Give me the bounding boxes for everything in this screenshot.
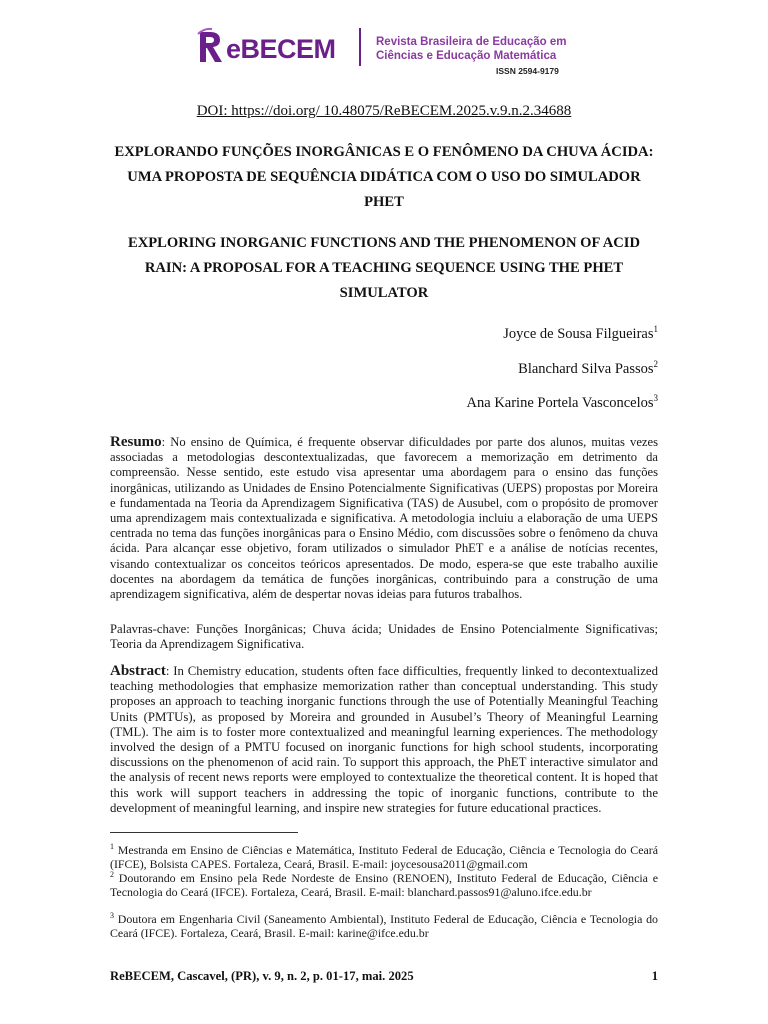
header-divider bbox=[359, 28, 361, 66]
keywords-label: Palavras-chave bbox=[110, 622, 187, 636]
abstract-text: : In Chemistry education, students often face difficulties, frequently linked to decontextualized teaching methodologies that emphasize memorization rather than conceptual understanding. This study proposes an approach to teaching inorganic functions through the use of Potentially Meaningful Teaching Units (PMTUs), as proposed by Moreira and grounded in Ausubel’s Theory of Meaningful Learning (TML). The aim is to foster more contextualized and meaningful learning experiences. The methodology involved the design of a PMTU focused on inorganic functions for high school students, incorporating discussions on the phenomenon of acid rain. To support this approach, the PhET interactive simulator and the analysis of recent news reports were employed to contextualize the theoretical content. It is hoped that this work will support teachers in addressing the topic of inorganic functions, contribute to the development of meaningful learning, and inspire new strategies for future educational practices. bbox=[110, 664, 658, 815]
issn: ISSN 2594-9179 bbox=[496, 66, 559, 76]
journal-name: Revista Brasileira de Educação em Ciências e Educação Matemática bbox=[376, 36, 567, 62]
keywords-paragraph bbox=[110, 622, 658, 652]
author-ref: 2 bbox=[653, 359, 658, 369]
resumo-label: Resumo bbox=[110, 434, 162, 450]
footnote-ref: 2 bbox=[110, 870, 114, 879]
footnote-text: Doutora em Engenharia Civil (Saneamento Ambiental), Instituto Federal de Educação, Ciência e Tecnologia do Ceará (IFCE). Fortaleza, Ceará, Brasil. E-mail: karine@ifce.edu.br bbox=[110, 911, 658, 940]
rebecem-logo-icon bbox=[196, 26, 228, 66]
resumo-paragraph bbox=[110, 435, 658, 602]
doi-link[interactable]: DOI: https://doi.org/ 10.48075/ReBECEM.2025.v.9.n.2.34688 bbox=[196, 103, 572, 119]
author-1 bbox=[503, 324, 658, 343]
author-3 bbox=[467, 393, 658, 412]
keywords-text: : Funções Inorgânicas; Chuva ácida; Unidades de Ensino Potencialmente Significativas; Teoria da Aprendizagem Significativa. bbox=[110, 622, 658, 652]
author-ref: 1 bbox=[653, 324, 658, 334]
footnote-3 bbox=[110, 909, 658, 940]
author-ref: 3 bbox=[653, 393, 658, 403]
author-2 bbox=[518, 359, 658, 378]
abstract-label: Abstract bbox=[110, 663, 166, 679]
footer-citation: ReBECEM, Cascavel, (PR), v. 9, n. 2, p. 01-17, mai. 2025 bbox=[110, 969, 414, 983]
footnote-text: Doutorando em Ensino pela Rede Nordeste de Ensino (RENOEN), Instituto Federal de Educação, Ciência e Tecnologia do Ceará (IFCE). Fortaleza, Ceará, Brasil. E-mail: blanchard.passos91@aluno.ifce.edu.br bbox=[110, 870, 658, 899]
resumo-text: : No ensino de Química, é frequente observar dificuldades por parte dos alunos, muitas vezes associadas a metodologias descontextualizadas, que favorecem a memorização em detrimento da compreensão. Nesse sentido, este estudo visa apresentar uma abordagem para o ensino das funções inorgânicas, utilizando as Unidades de Ensino Potencialmente Significativas (UEPS) propostas por Moreira e fundamentada na Teoria da Aprendizagem Significativa (TAS) de Ausubel, com o propósito de promover uma aprendizagem mais contextualizada e significativa. A metodologia incluiu a elaboração de uma UEPS centrada no tema das funções inorgânicas para o Ensino Médio, com discussões sobre o fenômeno da chuva ácida. Para alcançar esse objetivo, foram utilizados o simulador PhET e a análise de notícias recentes, visando contextualizar os conceitos teóricos apresentados. De modo, espera-se que este trabalho auxilie docentes na abordagem da temática de funções inorgânicas, contribuindo para a construção de uma aprendizagem significativa, além de despertar novas ideias para futuros trabalhos. bbox=[110, 435, 658, 602]
doi-line[interactable] bbox=[0, 103, 768, 120]
title-english: EXPLORING INORGANIC FUNCTIONS AND THE PHENOMENON OF ACID RAIN: A PROPOSAL FOR A TEACHING SEQUENCE USING THE PHET SIMULATOR bbox=[127, 235, 641, 301]
footnote-ref: 1 bbox=[110, 842, 114, 851]
author-name: Blanchard Silva Passos bbox=[518, 360, 654, 377]
page-number: 1 bbox=[651, 969, 658, 983]
footnote-1 bbox=[110, 840, 658, 871]
footnote-2 bbox=[110, 868, 658, 899]
abstract-paragraph bbox=[110, 664, 658, 816]
author-name: Ana Karine Portela Vasconcelos bbox=[466, 394, 654, 411]
title-portuguese: EXPLORANDO FUNÇÕES INORGÂNICAS E O FENÔMENO DA CHUVA ÁCIDA: UMA PROPOSTA DE SEQUÊNCIA DIDÁTICA COM O USO DO SIMULADOR PHET bbox=[114, 144, 654, 210]
logo-wordmark: eBECEM bbox=[226, 34, 336, 64]
footnote-text: Mestranda em Ensino de Ciências e Matemática, Instituto Federal de Educação, Ciência e Tecnologia do Ceará (IFCE), Bolsista CAPES. Fortaleza, Ceará, Brasil. E-mail: joycesousa2011@gmail.com bbox=[110, 842, 658, 871]
author-name: Joyce de Sousa Filgueiras bbox=[503, 325, 654, 342]
footnote-ref: 3 bbox=[110, 911, 114, 920]
footnote-divider bbox=[110, 832, 298, 833]
journal-header bbox=[196, 24, 596, 84]
